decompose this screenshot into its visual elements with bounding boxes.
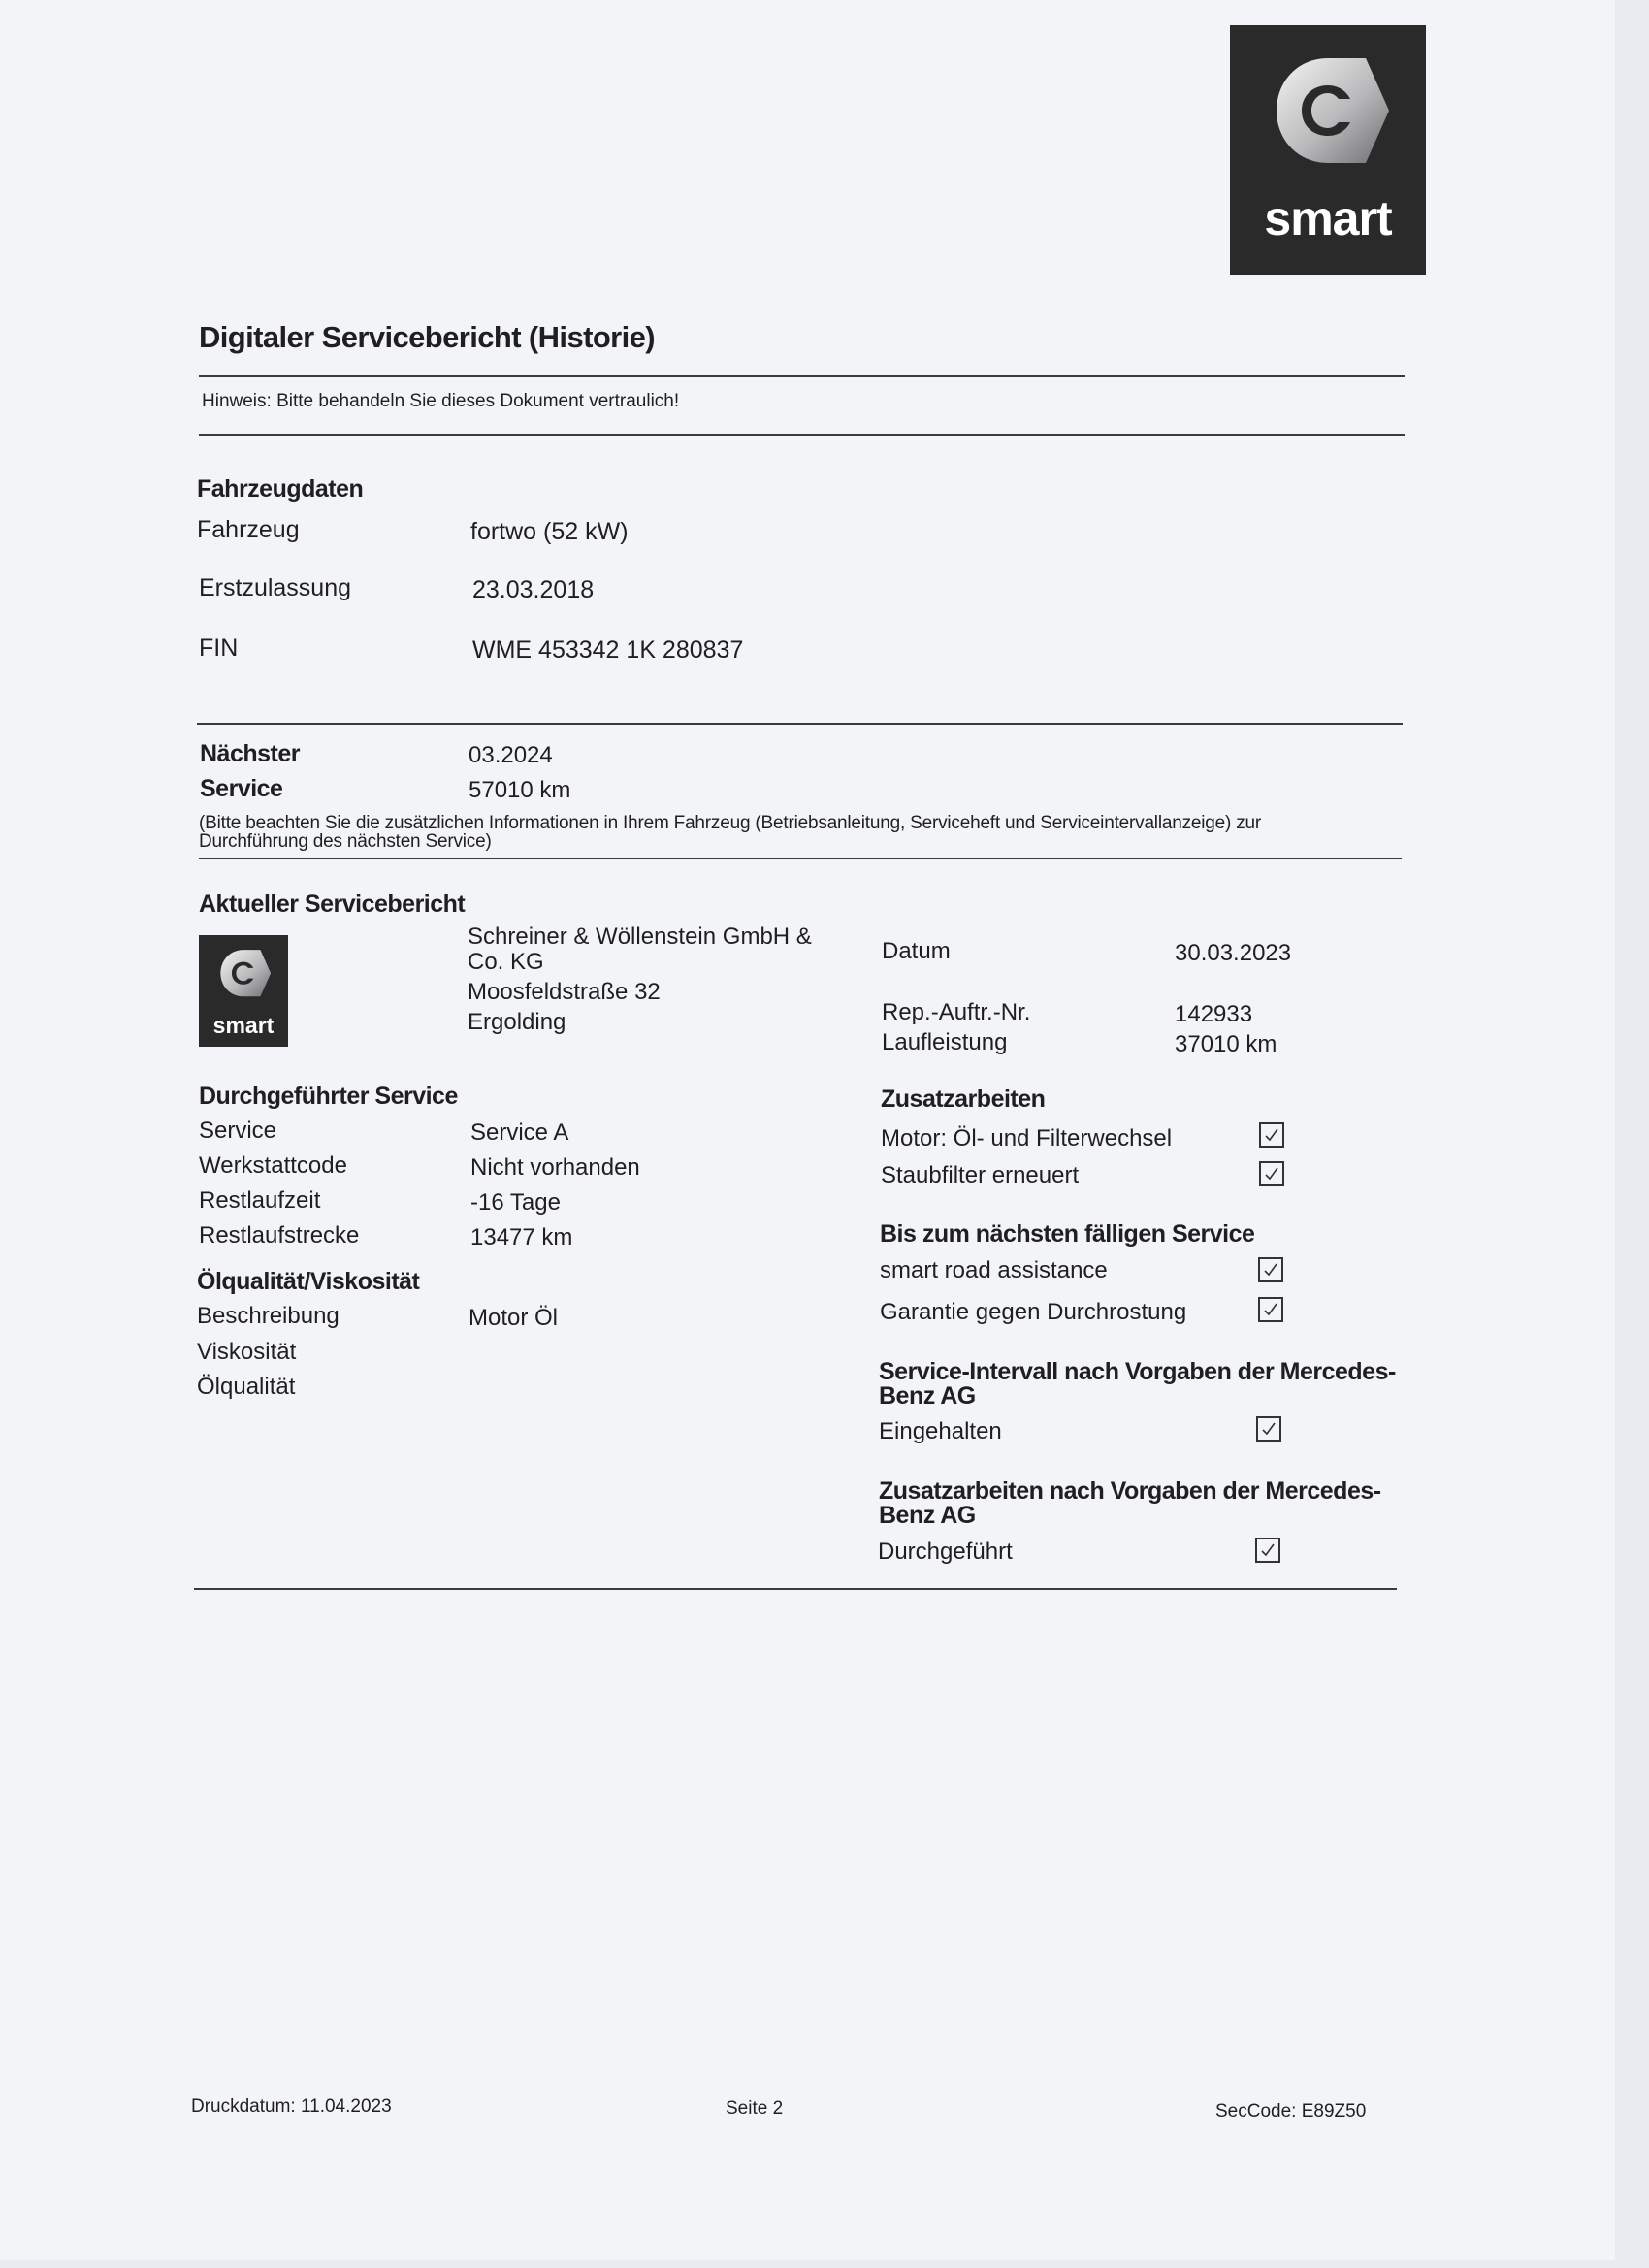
- oil-heading: Ölqualität/Viskosität: [197, 1268, 420, 1295]
- rust-guarantee-item: Garantie gegen Durchrostung: [880, 1299, 1187, 1325]
- divider: [194, 1588, 1397, 1590]
- next-service-note-1: (Bitte beachten Sie die zusätzlichen Informationen in Ihrem Fahrzeug (Betriebsanleitung, Serviceheft und Serviceintervallanzeige) zur: [199, 813, 1262, 833]
- print-date: Druckdatum: 11.04.2023: [191, 2096, 392, 2117]
- oil-description-value: Motor Öl: [469, 1305, 559, 1331]
- divider: [199, 375, 1405, 377]
- workshop-code-value: Nicht vorhanden: [470, 1154, 640, 1181]
- service-done-heading: Durchgeführter Service: [199, 1083, 458, 1110]
- service-label: Service: [199, 1118, 277, 1144]
- vin-value: WME 453342 1K 280837: [472, 636, 744, 664]
- mb-extra-heading-1: Zusatzarbeiten nach Vorgaben der Mercedes-: [879, 1477, 1381, 1505]
- current-report-heading: Aktueller Servicebericht: [199, 891, 466, 918]
- checkbox: [1255, 1538, 1280, 1563]
- interval-kept-item: Eingehalten: [879, 1418, 1002, 1444]
- next-service-date: 03.2024: [469, 742, 553, 768]
- checkmark-icon: [1262, 1261, 1279, 1279]
- oil-quality-label: Ölqualität: [197, 1374, 296, 1400]
- order-number-value: 142933: [1175, 1001, 1253, 1027]
- vehicle-value: fortwo (52 kW): [470, 518, 629, 545]
- dealer-city: Ergolding: [468, 1009, 566, 1035]
- divider: [199, 434, 1405, 436]
- dealer-smart-logo: [199, 935, 288, 1047]
- checkbox: [1256, 1416, 1281, 1442]
- next-service-label-2: Service: [200, 775, 283, 802]
- checkmark-icon: [1263, 1165, 1280, 1183]
- until-next-heading: Bis zum nächsten fälligen Service: [880, 1220, 1255, 1247]
- mileage-value: 37010 km: [1175, 1031, 1277, 1057]
- registration-value: 23.03.2018: [472, 576, 595, 603]
- checkbox: [1258, 1297, 1283, 1322]
- dealer-name-1: Schreiner & Wöllenstein GmbH &: [468, 923, 812, 950]
- remaining-time-label: Restlaufzeit: [199, 1187, 321, 1214]
- page-title: Digitaler Servicebericht (Historie): [199, 320, 655, 354]
- vin-label: FIN: [199, 634, 239, 662]
- sec-code: SecCode: E89Z50: [1215, 2101, 1367, 2122]
- dealer-logo-wordmark: smart: [212, 1013, 275, 1038]
- mileage-label: Laufleistung: [882, 1029, 1008, 1055]
- extra-work-item-filter: Staubfilter erneuert: [881, 1162, 1080, 1188]
- checkmark-icon: [1263, 1126, 1280, 1144]
- oil-description-label: Beschreibung: [197, 1303, 340, 1329]
- service-value: Service A: [470, 1119, 569, 1146]
- workshop-code-label: Werkstattcode: [199, 1152, 347, 1179]
- divider: [199, 858, 1402, 859]
- page-number: Seite 2: [726, 2098, 784, 2119]
- checkbox: [1259, 1161, 1284, 1186]
- next-service-note-2: Durchführung des nächsten Service): [199, 831, 492, 852]
- checkmark-icon: [1259, 1541, 1277, 1559]
- registration-label: Erstzulassung: [199, 574, 352, 601]
- order-number-label: Rep.-Auftr.-Nr.: [882, 999, 1031, 1025]
- checkbox: [1258, 1257, 1283, 1282]
- remaining-time-value: -16 Tage: [470, 1189, 561, 1215]
- confidentiality-notice: Hinweis: Bitte behandeln Sie dieses Dokument vertraulich!: [202, 391, 680, 411]
- road-assistance-item: smart road assistance: [880, 1257, 1108, 1283]
- smart-logo-wordmark: smart: [1264, 191, 1392, 245]
- checkmark-icon: [1260, 1420, 1277, 1438]
- remaining-distance-value: 13477 km: [470, 1224, 573, 1250]
- divider: [197, 723, 1403, 725]
- vehicle-heading: Fahrzeugdaten: [197, 475, 364, 502]
- remaining-distance-label: Restlaufstrecke: [199, 1222, 360, 1248]
- dealer-name-2: Co. KG: [468, 949, 544, 975]
- extra-work-item-oil: Motor: Öl- und Filterwechsel: [881, 1125, 1173, 1151]
- date-label: Datum: [882, 938, 951, 964]
- checkmark-icon: [1262, 1301, 1279, 1318]
- interval-heading-2: Benz AG: [879, 1382, 976, 1409]
- extra-work-heading: Zusatzarbeiten: [881, 1085, 1046, 1113]
- mb-extra-heading-2: Benz AG: [879, 1502, 976, 1529]
- smart-logo: [1230, 25, 1426, 275]
- dealer-street: Moosfeldstraße 32: [468, 979, 661, 1005]
- vehicle-label: Fahrzeug: [197, 516, 300, 543]
- interval-heading-1: Service-Intervall nach Vorgaben der Mercedes-: [879, 1358, 1396, 1385]
- next-service-label-1: Nächster: [200, 740, 300, 767]
- date-value: 30.03.2023: [1175, 940, 1292, 966]
- mb-extra-done-item: Durchgeführt: [878, 1539, 1013, 1565]
- checkbox: [1259, 1122, 1284, 1148]
- next-service-km: 57010 km: [469, 777, 571, 803]
- viscosity-label: Viskosität: [197, 1339, 297, 1365]
